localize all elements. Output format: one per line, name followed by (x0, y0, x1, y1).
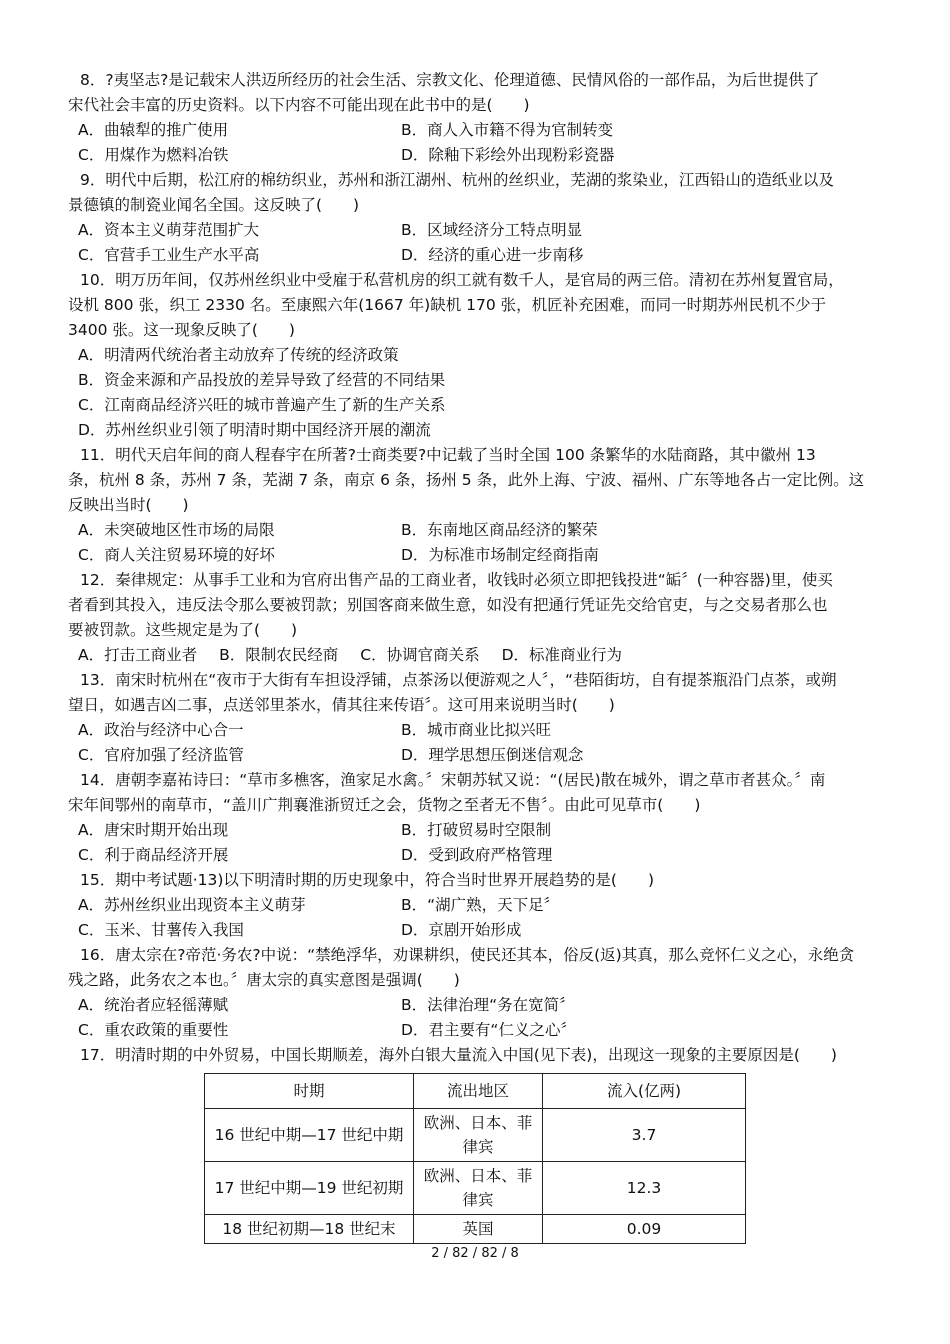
option-row (68, 818, 888, 843)
answer-option: A．政治与经济中心合一 (78, 721, 244, 739)
answer-option: B．资金来源和产品投放的差异导致了经营的不同结果 (78, 371, 446, 389)
silver-inflow-table (204, 1073, 746, 1244)
answer-option: D．受到政府严格管理 (401, 846, 553, 864)
question-stem-line: 12．秦律规定：从事手工业和为官府出售产品的工商业者，收钱时必须立即把钱投进“缿〞(一种容器)里，使买 (80, 571, 833, 589)
answer-option: B．打破贸易时空限制 (401, 821, 552, 839)
answer-option: D．君主要有“仁义之心〞 (401, 1021, 576, 1039)
question-stem-line: 3400 张。这一现象反映了( ) (68, 321, 295, 339)
answer-option: D．标准商业行为 (501, 646, 623, 664)
option-row (68, 1018, 888, 1043)
question-stem-line: 景德镇的制瓷业闻名全国。这反映了( ) (68, 196, 360, 214)
question-stem-line: 反映出当时( ) (68, 496, 189, 514)
question-stem-line: 望日，如遇吉凶二事，点送邻里茶水，倩其往来传语〞。这可用来说明当时( ) (68, 696, 615, 714)
question-stem-line: 宋年间鄂州的南草市，“盖川广荆襄淮浙贸迁之会，货物之至者无不售〞。由此可见草市( ) (68, 796, 701, 814)
answer-option: A．资本主义萌芽范围扩大 (78, 221, 260, 239)
question-stem-line: 17．明清时期的中外贸易，中国长期顺差，海外白银大量流入中国(见下表)，出现这一现象的主要原因是( ) (80, 1046, 837, 1064)
question-block (68, 1043, 888, 1068)
question-stem-line: 要被罚款。这些规定是为了( ) (68, 621, 298, 639)
answer-option: C．协调官商关系 (360, 646, 480, 664)
answer-option: C．官营手工业生产水平高 (78, 246, 260, 264)
question-stem-line: 13．南宋时杭州在“夜市于大街有车担设浮铺，点茶汤以便游观之人〞，“巷陌街坊，自有提茶瓶沿门点茶，或朔 (80, 671, 837, 689)
question-block (68, 768, 888, 868)
option-row (68, 243, 888, 268)
question-block (68, 68, 888, 168)
question-stem-line: 14．唐朝李嘉祐诗曰：“草市多樵客，渔家足水禽。〞宋朝苏轼又说：“(居民)散在城外，谓之草市者甚众。〞南 (80, 771, 826, 789)
table-cell: 18 世纪初期—18 世纪末 (205, 1215, 414, 1244)
table-cell: 3.7 (543, 1109, 746, 1162)
answer-option: C．商人关注贸易环境的好坏 (78, 546, 275, 564)
option-row (68, 718, 888, 743)
answer-option: D．理学思想压倒迷信观念 (401, 746, 584, 764)
table-header-row (205, 1074, 746, 1109)
answer-option: D．经济的重心进一步南移 (401, 246, 584, 264)
table-cell: 欧洲、日本、菲律宾 (414, 1109, 543, 1162)
table-row (205, 1109, 746, 1162)
table-header-cell: 流出地区 (414, 1074, 543, 1109)
option-row (68, 218, 888, 243)
question-block (68, 268, 888, 443)
answer-option: D．为标准市场制定经商指南 (401, 546, 599, 564)
question-stem-line: 条，杭州 8 条，苏州 7 条，芜湖 7 条，南京 6 条，扬州 5 条，此外上海、宁波、福州、广东等地各占一定比例。这 (68, 471, 865, 489)
answer-option: C．重农政策的重要性 (78, 1021, 229, 1039)
answer-option: A．打击工商业者 (78, 646, 198, 664)
table-cell: 英国 (414, 1215, 543, 1244)
option-row (68, 543, 888, 568)
answer-option: C．江南商品经济兴旺的城市普遍产生了新的生产关系 (78, 396, 446, 414)
table-cell: 12.3 (543, 1162, 746, 1215)
question-stem-line: 10．明万历年间，仅苏州丝织业中受雇于私营机房的织工就有数千人，是官局的两三倍。清初在苏州复置官局， (80, 271, 844, 289)
question-stem-line: 16．唐太宗在?帝范·务农?中说：“禁绝浮华，劝课耕织，使民还其本，俗反(返)其真，那么竞怀仁义之心，永绝贪 (80, 946, 855, 964)
question-block (68, 168, 888, 268)
table-cell: 16 世纪中期—17 世纪中期 (205, 1109, 414, 1162)
question-block (68, 868, 888, 943)
question-block (68, 443, 888, 568)
page-number: 2 / 82 / 82 / 8 (431, 1246, 519, 1261)
answer-option: B．城市商业比拟兴旺 (401, 721, 552, 739)
answer-option: B．限制农民经商 (219, 646, 339, 664)
option-row (68, 118, 888, 143)
question-stem-line: 8．?夷坚志?是记载宋人洪迈所经历的社会生活、宗教文化、伦理道德、民情风俗的一部作品，为后世提供了 (80, 71, 820, 89)
table-header-cell: 时期 (205, 1074, 414, 1109)
question-stem-line: 残之路，此务农之本也。〞唐太宗的真实意图是强调( ) (68, 971, 460, 989)
answer-option: B．区域经济分工特点明显 (401, 221, 583, 239)
answer-option: A．苏州丝织业出现资本主义萌芽 (78, 896, 306, 914)
question-stem-line: 11．明代天启年间的商人程春宇在所著?士商类要?中记载了当时全国 100 条繁华的水陆商路，其中徽州 13 (80, 446, 816, 464)
answer-option: C．用煤作为燃料冶铁 (78, 146, 229, 164)
option-row (68, 518, 888, 543)
question-list (68, 68, 888, 1068)
option-row (68, 643, 888, 668)
question-block (68, 943, 888, 1043)
question-block (68, 668, 888, 768)
answer-option: C．官府加强了经济监管 (78, 746, 244, 764)
table-cell: 0.09 (543, 1215, 746, 1244)
answer-option: B．“湖广熟，天下足〞 (401, 896, 560, 914)
answer-option: D．除釉下彩绘外出现粉彩瓷器 (401, 146, 615, 164)
question-stem-line: 9．明代中后期，松江府的棉纺织业，苏州和浙江湖州、杭州的丝织业，芜湖的浆染业，江西铅山的造纸业以及 (80, 171, 834, 189)
answer-option: D．京剧开始形成 (401, 921, 522, 939)
answer-option: B．法律治理“务在宽简〞 (401, 996, 575, 1014)
answer-option: C．玉米、甘薯传入我国 (78, 921, 244, 939)
answer-option: A．曲辕犁的推广使用 (78, 121, 229, 139)
option-row (68, 843, 888, 868)
table-cell: 17 世纪中期—19 世纪初期 (205, 1162, 414, 1215)
answer-option: A．明清两代统治者主动放弃了传统的经济政策 (78, 346, 399, 364)
question-block (68, 568, 888, 668)
answer-option: B．东南地区商品经济的繁荣 (401, 521, 598, 539)
answer-option: C．利于商品经济开展 (78, 846, 229, 864)
option-row (68, 918, 888, 943)
question-stem-line: 宋代社会丰富的历史资料。以下内容不可能出现在此书中的是( ) (68, 96, 530, 114)
answer-option: A．唐宋时期开始出现 (78, 821, 229, 839)
option-row (68, 743, 888, 768)
answer-option: D．苏州丝织业引领了明清时期中国经济开展的潮流 (78, 421, 431, 439)
table-header-cell: 流入(亿两) (543, 1074, 746, 1109)
option-row (68, 993, 888, 1018)
option-row (68, 893, 888, 918)
question-stem-line: 者看到其投入，违反法令那么要被罚款；别国客商来做生意，如没有把通行凭证先交给官吏，与之交易者那么也 (68, 596, 828, 614)
question-stem-line: 设机 800 张，织工 2330 名。至康熙六年(1667 年)缺机 170 张，机匠补充困难，而同一时期苏州民机不少于 (68, 296, 827, 314)
option-row (68, 143, 888, 168)
answer-option: A．统治者应轻徭薄赋 (78, 996, 229, 1014)
answer-option: A．未突破地区性市场的局限 (78, 521, 275, 539)
question-stem-line: 15．期中考试题·13)以下明清时期的历史现象中，符合当时世界开展趋势的是( ) (80, 871, 655, 889)
table-row (205, 1162, 746, 1215)
answer-option: B．商人入市籍不得为官制转变 (401, 121, 614, 139)
table-cell: 欧洲、日本、菲律宾 (414, 1162, 543, 1215)
table-row (205, 1215, 746, 1244)
